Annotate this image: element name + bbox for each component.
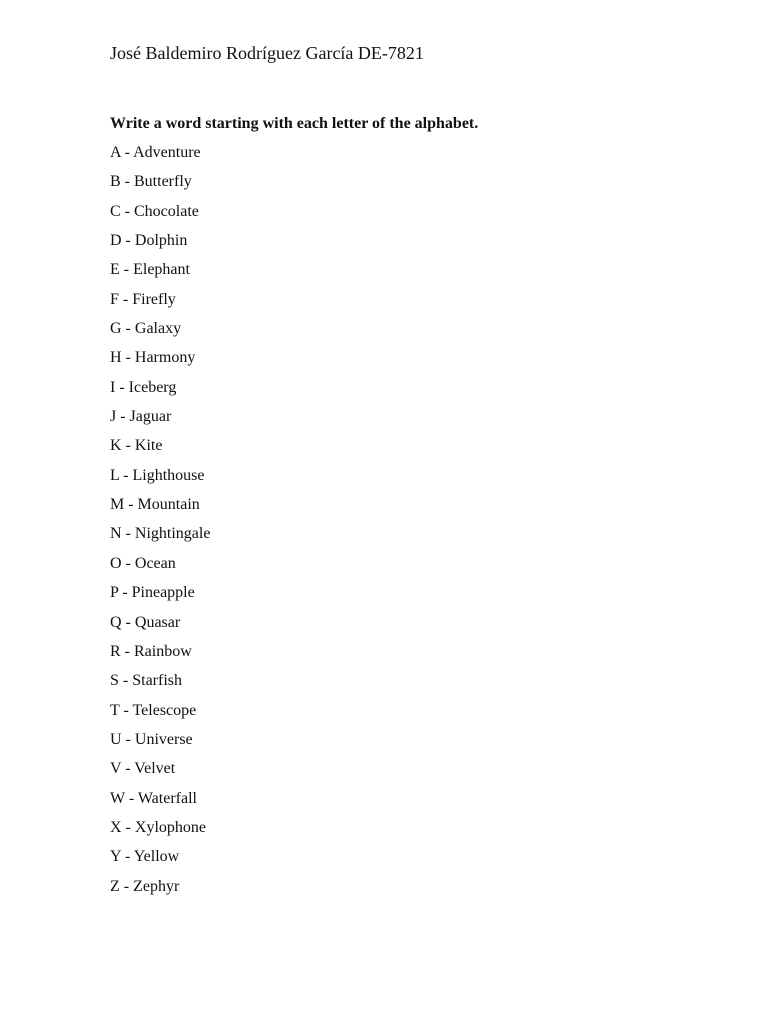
list-item-n: N - Nightingale — [110, 525, 211, 543]
list-item-y: Y - Yellow — [110, 848, 180, 866]
list-item-v: V - Velvet — [110, 760, 176, 778]
list-item-z: Z - Zephyr — [110, 877, 180, 895]
list-item-l: L - Lighthouse — [110, 466, 205, 484]
list-item-w: W - Waterfall — [110, 789, 197, 807]
list-item-x: X - Xylophone — [110, 818, 206, 836]
list-item-f: F - Firefly — [110, 290, 176, 308]
author-header: José Baldemiro Rodríguez García DE-7821 — [110, 43, 424, 63]
list-item-o: O - Ocean — [110, 554, 176, 572]
list-item-b: B - Butterfly — [110, 173, 192, 191]
list-item-s: S - Starfish — [110, 672, 182, 690]
list-item-e: E - Elephant — [110, 261, 190, 279]
list-item-q: Q - Quasar — [110, 613, 181, 631]
list-item-p: P - Pineapple — [110, 584, 195, 602]
alphabet-word-list — [110, 143, 210, 906]
list-item-m: M - Mountain — [110, 496, 200, 514]
list-item-a: A - Adventure — [110, 144, 201, 161]
list-item-g: G - Galaxy — [110, 320, 182, 338]
list-item-u: U - Universe — [110, 730, 193, 748]
instruction-heading: Write a word starting with each letter of the alphabet. — [110, 115, 479, 132]
list-item-t: T - Telescope — [110, 701, 197, 719]
list-item-h: H - Harmony — [110, 349, 196, 367]
list-item-i: I - Iceberg — [110, 378, 177, 396]
list-item-r: R - Rainbow — [110, 642, 192, 660]
list-item-j: J - Jaguar — [110, 408, 172, 426]
list-item-k: K - Kite — [110, 437, 163, 455]
list-item-d: D - Dolphin — [110, 232, 188, 250]
list-item-c: C - Chocolate — [110, 202, 199, 220]
